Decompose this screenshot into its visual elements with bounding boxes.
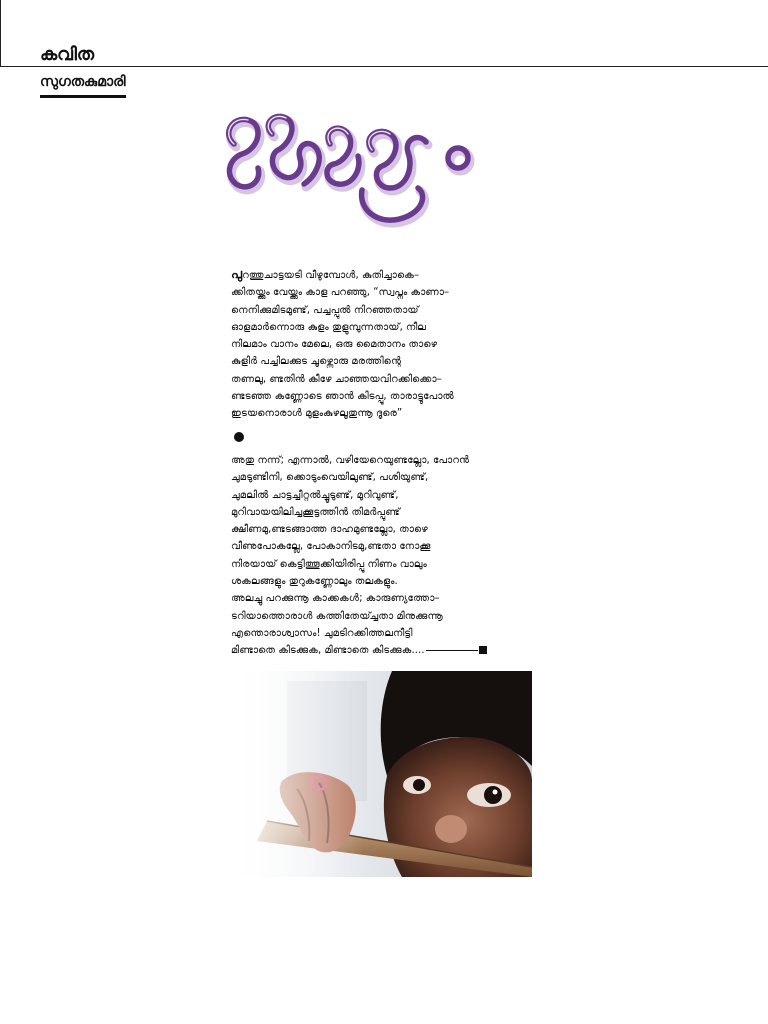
- poem-line: ചുമലിൽ ചാട്ടച്ചീറ്റൽച്ചൂടുണ്ട്, മുറിവുണ്ട്,: [231, 489, 399, 501]
- poem-line: മുറിവായയിലിച്ചക്കൂട്ടത്തിൻ തിമർപ്പുണ്ട്: [231, 506, 400, 518]
- poem-line: അലച്ചു പറക്കുന്നൂ കാക്കകൾ; കാരുണ്യത്തോ–: [231, 593, 440, 605]
- poem-line: എന്തൊരാശ്വാസം! ചുമടിറക്കിത്തലനീട്ടി: [231, 627, 413, 639]
- stanza-separator-bullet: [234, 432, 244, 442]
- drop-cap: പു: [231, 267, 243, 282]
- poem-stanza-2: [231, 452, 541, 660]
- poem-line-last: മിണ്ടാതെ കിടക്കുക, മിണ്ടാതെ കിടക്കുക....: [231, 642, 541, 659]
- poem-line: ണ്ടടഞ്ഞ കണ്ണോടെ ഞാൻ കിടപ്പൂ, താരാട്ടുപോൽ: [231, 391, 454, 403]
- poem-line: നെനിക്കുമിടമുണ്ട്, പച്ചപ്പുൽ നിറഞ്ഞതായ്: [231, 304, 419, 316]
- poem-line: ചുമടുണ്ടിനി, ക്കൊടുംവെയിലുണ്ട്, പശിയുണ്ട്,: [231, 472, 429, 484]
- poem-line: ഓളമാർന്നൊരു കുളം തുളുമ്പുന്നതായ്, നീല: [231, 321, 427, 333]
- section-label: കവിത: [40, 44, 95, 65]
- poem-line: വീണുപോകല്ലേ, പോകാനിടമു,ണ്ടതാ നോക്കൂ: [231, 541, 431, 553]
- end-of-article-mark: [479, 646, 487, 654]
- poem-line: നിലമാം വാനം മേലെ, ഒരു മൈതാനം താഴെ: [231, 339, 438, 351]
- poem-line: അതു നന്ന്; എന്നാൽ, വഴിയേറെയുണ്ടല്ലോ, പോറൻ: [231, 455, 470, 466]
- left-edge-tick: [0, 0, 1, 66]
- poem-title-calligraphy: [212, 104, 482, 239]
- end-rule: [426, 650, 478, 651]
- poem-line: ക്ഷീണമു,ണ്ടടങ്ങാത്ത ദാഹമുണ്ടല്ലോ, താഴെ: [231, 524, 428, 536]
- poem-line: ടറിയാത്തൊരാൾ കത്തിതേയ്ച്ചതാ മിനുക്കുന്നൂ: [231, 610, 444, 622]
- poem-line: തണലു, ണ്ടതിൻ കീഴേ ചാഞ്ഞയവിറക്കിക്കൊ–: [231, 373, 442, 385]
- poem-line: കുളിർ പച്ചിലക്കുട ചൂഴ്ന്നൊരു മരത്തിന്റെ: [231, 356, 402, 368]
- poem-line: ക്കിതയ്ക്കും വേയ്ക്കും കാള പറഞ്ഞു, “സ്വപ്നം കാണാ–: [231, 287, 450, 299]
- author-name: സുഗതകുമാരി: [40, 72, 126, 98]
- poem-line: നിരയായ് കെട്ടിത്തൂക്കിയിരിപ്പൂ നിണം വാലും: [231, 558, 427, 570]
- poem-line: പുറത്തുചാട്ടയടി വീഴുമ്പോൾ, കുതിച്ചാകെ–: [231, 267, 420, 282]
- header-rule: [0, 66, 768, 67]
- poem-line: ശകലങ്ങളും തുറുകണ്ണോലും തലകളും.: [231, 576, 398, 588]
- child-photo: [227, 671, 532, 877]
- poem-stanza-1: [231, 266, 541, 423]
- poem-line: ഇടയനൊരാൾ മുളംകുഴലൂതുന്നൂ ദൂരെ”: [231, 408, 403, 420]
